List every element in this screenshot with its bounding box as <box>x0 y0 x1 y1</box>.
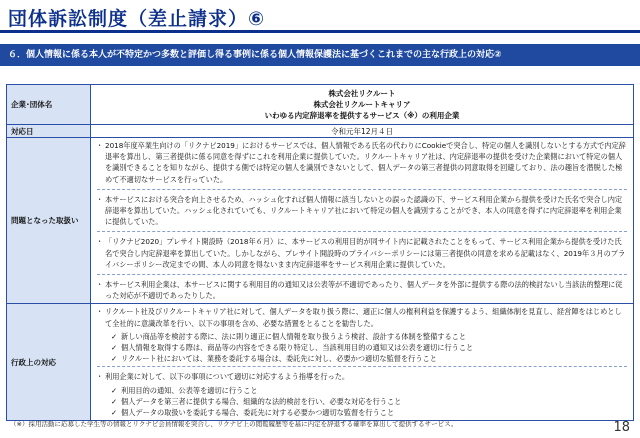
bullet-dot-icon: ・ <box>96 280 104 290</box>
check-icon: ✓ <box>111 354 118 364</box>
page-title: 団体訴訟制度（差止請求）⑥ <box>8 8 266 30</box>
organization-name-2: 株式会社リクルートキャリア <box>313 100 411 109</box>
divider <box>97 274 627 275</box>
bullet-dot-icon: ・ <box>96 194 104 204</box>
title-underline <box>0 30 640 33</box>
action-item: ✓ 利用目的の通知、公表等を適切に行うこと <box>111 385 258 395</box>
footnote: （※）採用活動に応募した学生等の情報とリクナビ会員情報を突合し、リクナビ上の閲覧履歴等を基に内定を辞退する確率を算出して提供するサービス。 <box>10 420 458 428</box>
bullet-dot-icon: ・ <box>96 237 104 247</box>
bullet-dot-icon: ・ <box>96 372 104 382</box>
check-icon: ✓ <box>111 343 118 353</box>
page-number: 18 <box>613 420 630 435</box>
action-item: ✓ リクルート社においては、業務を委託する場合は、委託先に対し、必要かつ適切な監督を行うこと <box>111 354 437 364</box>
table-row-organization <box>7 85 634 125</box>
table-row-action <box>7 304 634 421</box>
action-item: ✓ 個人データの取扱いを委託する場合、委託先に対する必要かつ適切な監督を行うこと <box>111 408 395 418</box>
divider <box>97 231 627 232</box>
action-item: ✓ 新しい商品等を検討する際に、法に則り適正に個人情報を取り扱うよう検討、設計する体制を整備すること <box>111 331 467 341</box>
action-cell <box>91 304 634 421</box>
check-icon: ✓ <box>111 385 118 395</box>
organization-cell <box>91 85 634 125</box>
issue-cell <box>91 138 634 304</box>
action-item: ✓ 個人情報を取得する際は、商品等の内容をできる限り特定し、当該利用目的の通知又は公表を適切に行うこと <box>111 343 474 353</box>
date-value: 令和元年12月４日 <box>91 125 634 138</box>
case-table <box>6 84 634 421</box>
table-row-issue <box>7 138 634 304</box>
check-icon: ✓ <box>111 408 118 418</box>
row-header-action: 行政上の対応 <box>7 304 91 421</box>
row-header-issue: 問題となった取扱い <box>7 138 91 304</box>
divider <box>97 366 627 367</box>
action-lead-2: ・ 利用企業に対して、以下の事項について適切に対応するよう指導を行った。 <box>96 372 350 382</box>
issue-bullet-4: ・ 本サービス利用企業は、本サービスに関する利用目的の通知又は公表等が不適切であったり、個人データを外部に提供する際の法的検討ないし当該法的整理に従った対応が不適切であったりした。 <box>96 280 623 301</box>
row-header-date: 対応日 <box>7 125 91 138</box>
action-item: ✓ 個人データを第三者に提供する場合、組織的な法的検討を行い、必要な対応を行うこと <box>111 396 402 406</box>
divider <box>97 189 627 190</box>
section-banner: ６．個人情報に係る本人が不特定かつ多数と評価し得る事例に係る個人情報保護法に基づくこれまでの主な行政上の対応② <box>0 44 640 66</box>
check-icon: ✓ <box>111 331 118 341</box>
row-header-organization: 企業･団体名 <box>7 85 91 125</box>
issue-bullet-2: ・ 本サービスにおける突合を向上させるため、ハッシュ化すれば個人情報に該当しないとの誤った認識の下、サービス利用企業から提供を受けた氏名で突合し内定辞退率を算出していた。ハッシュ化されていても、リクルートキャリア社において特定の個人を識別することができ、本人の同意を得ずに内定辞退率を利用企業に提供していた。 <box>96 194 623 227</box>
issue-bullet-1: ・ 2018年度卒業生向けの「リクナビ2019」におけるサービスでは、個人情報である氏名の代わりにCookieで突合し、特定の個人を識別しないとする方式で内定辞退率を算出し、第三者提供に係る同意を得ずにこれを利用企業に提供していた。リクルートキャリア社は、内定辞退率の提供を受けた企業側において特定の個人を識別できることを知りながら、提供する側では特定の個人を識別できないとして、個人データの第三者提供の同意取得を回避しており、法の趣旨を潜脱した極めて不適切なサービスを行っていた。 <box>96 141 626 184</box>
issue-bullet-3: ・ 「リクナビ2020」プレサイト開設時（2018年６月）に、本サービスの利用目的が同サイト内に記載されたことをもって、サービス利用企業から提供を受けた氏名で突合し内定辞退率を算出していた。しかしながら、プレサイト開設時のプライバシーポリシーには第三者提供の同意を求める記載はなく、2019年３月のプライバシーポリシー改定までの間、本人の同意を得ないまま内定辞退率をサービス利用企業に提供していた。 <box>96 237 626 269</box>
organization-name-1: 株式会社リクルート <box>328 89 396 98</box>
table-row-date <box>7 125 634 138</box>
check-icon: ✓ <box>111 396 118 406</box>
bullet-dot-icon: ・ <box>96 307 104 317</box>
bullet-dot-icon: ・ <box>96 141 104 150</box>
organization-name-3: いわゆる内定辞退率を提供するサービス（※）の利用企業 <box>264 111 460 120</box>
action-lead-1: ・ リクルート社及びリクルートキャリア社に対して、個人データを取り扱う際に、適正に個人の権利利益を保護するよう、組織体制を見直し、経営陣をはじめとして全社的に意識改革を行い、以下の事項を含め、必要な措置をとることを勧告した。 <box>96 307 622 328</box>
